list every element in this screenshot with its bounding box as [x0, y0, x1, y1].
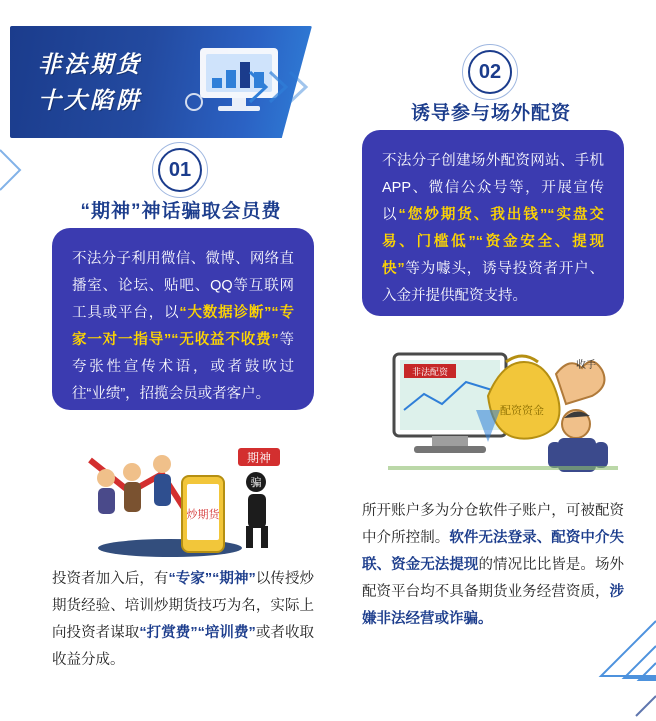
section-card-02 [362, 130, 624, 316]
para-02-text-3: 涉嫌非法经营或诈骗。 [362, 584, 624, 627]
para-02-text-2: 的情况比比皆是。场外配资平台均不具备期货业务经营资质， [362, 557, 625, 600]
section-number-badge-02: 02 [468, 50, 512, 94]
banner-title-line2: 十大陷阱 [38, 87, 142, 113]
card-01-text-0: 不法分子利用微信、微博、网络直播室、论坛、贴吧、QQ等互联网工具或平台，以 [72, 251, 294, 321]
falling-chart-stock-god-phone-illustration [70, 420, 310, 560]
para-01-text-3: “打赏费”“培训费” [139, 625, 256, 641]
para-01-text-2: 以传授炒期货经验、培训炒期货技巧为名，实际上向投资者谋取 [52, 571, 315, 641]
card-01-text-2: 等夸张性宣传术语，或者鼓吹过往“业绩”，招揽会员或者客户。 [72, 332, 295, 402]
section-paragraph-02 [362, 498, 624, 633]
card-02-text-1: “您炒期货、我出钱”“实盘交易、门槛低”“资金安全、提现快” [382, 207, 605, 277]
para-01-text-4: 或者收取收益分成。 [52, 625, 315, 668]
banner-title [38, 46, 142, 118]
section-card-01 [52, 228, 314, 410]
section-paragraph-01 [52, 566, 314, 674]
para-02-text-1: 软件无法登录、配资中介失联、资金无法提现 [362, 530, 625, 573]
card-02-text-2: 等为噱头，诱导投资者开户、入金并提供配资支持。 [382, 261, 605, 304]
svg-text:收手: 收手 [576, 360, 596, 371]
para-01-text-0: 投资者加入后，有 [52, 571, 169, 587]
svg-text:配资资金: 配资资金 [500, 405, 544, 417]
chevron-right-icon [248, 70, 310, 104]
banner-title-line1: 非法期货 [38, 51, 142, 77]
card-02-text-0: 不法分子创建场外配资网站、手机APP、微信公众号等，开展宣传以 [382, 153, 604, 223]
svg-text:骗: 骗 [250, 477, 262, 489]
para-01-text-1: “专家”“期神” [168, 571, 256, 587]
para-02-text-0: 所开账户多为分仓软件子账户，可被配资中介所控制。 [362, 503, 624, 546]
section-title-01: “期神”神话骗取会员费 [80, 201, 282, 222]
header-banner [10, 26, 312, 138]
svg-text:炒期货: 炒期货 [186, 509, 220, 521]
section-title-02: 诱导参与场外配资 [410, 103, 571, 124]
svg-text:非法配资: 非法配资 [411, 367, 449, 377]
section-number-badge-01: 01 [158, 148, 202, 192]
computer-money-bag-trap-illustration [380, 338, 630, 490]
svg-text:期神: 期神 [246, 451, 272, 465]
card-01-text-1: “大数据诊断”“专家一对一指导”“无收益不收费” [72, 305, 294, 348]
